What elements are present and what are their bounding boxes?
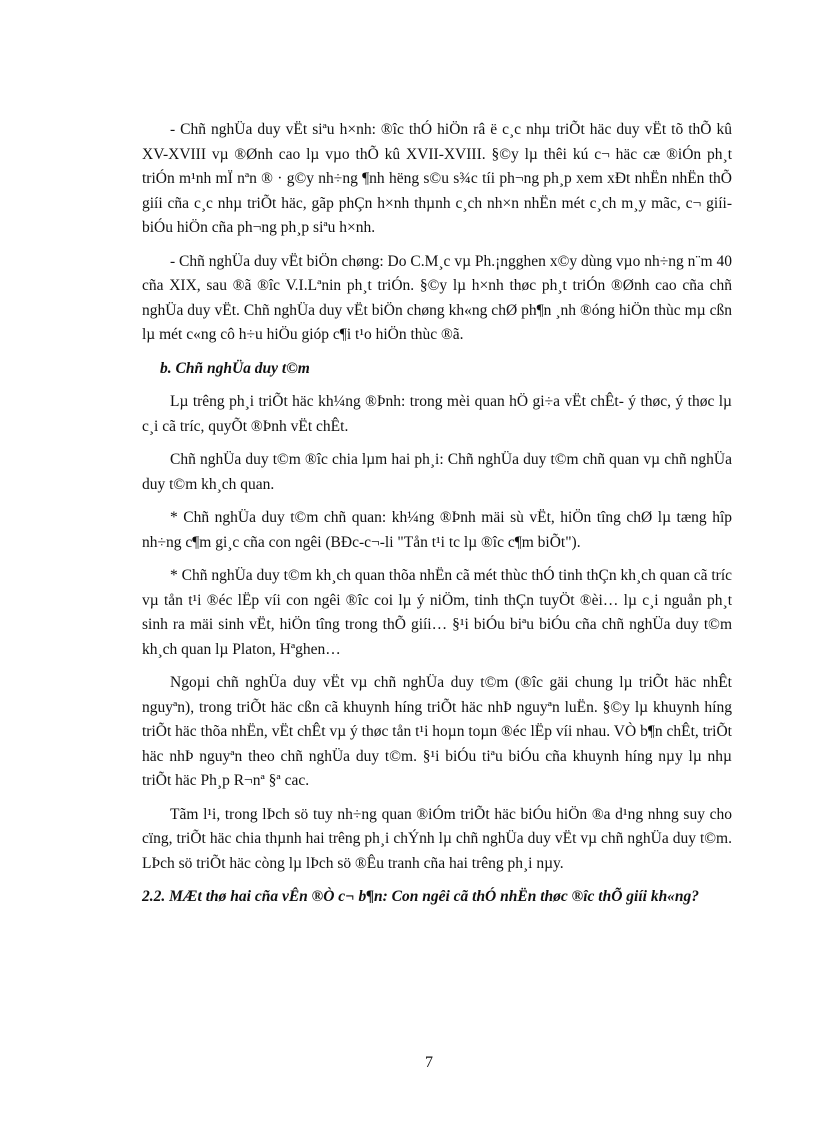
page-number: 7 bbox=[425, 1054, 433, 1071]
paragraph-subjective-idealism: * Chñ nghÜa duy t©m chñ quan: kh¼ng ®Þnh mäi sù vËt, hiÖn tîng chØ lµ tæng hîp nh÷ng c¶m gi¸c cña con ngêi (BÐc-c¬-li "Tån t¹i tc lµ ®îc c¶m biÕt"). bbox=[142, 509, 732, 551]
section-heading-second-aspect: 2.2. MÆt thø hai cña vÊn ®Ò c¬ b¶n: Con ngêi cã thÓ nhËn thøc ®îc thÕ giíi kh«ng? bbox=[142, 888, 700, 905]
paragraph-objective-idealism: * Chñ nghÜa duy t©m kh¸ch quan thõa nhËn cã mét thùc thÓ tinh thÇn kh¸ch quan cã tríc vµ tån t¹i ®éc lËp víi con ngêi ®îc coi lµ ý niÖm, tinh thÇn tuyÖt ®èi… lµ c¸i nguån ph¸t sinh ra mäi sinh vËt, hiÖn tîng trong thÕ giíi… §¹i biÓu biªu biÓu cña chñ nghÜa duy t©m kh¸ch quan lµ Platon, Hªghen… bbox=[142, 567, 732, 658]
paragraph-metaphysical-materialism: - Chñ nghÜa duy vËt siªu h×nh: ®îc thÓ hiÖn râ ë c¸c nhµ triÕt häc duy vËt tõ thÕ kû XV-XVIII vµ ®Ønh cao lµ vµo thÕ kû XVII-XVIII. §©y lµ thêi kú c¬ häc cæ ®iÓn ph¸t triÓn m¹nh mÏ nªn ® · g©y nh÷ng ¶nh hëng s©u s¾c tíi ph¬ng ph¸p xem xÐt nhËn nhËn thÕ giíi cña c¸c nhµ triÕt häc, gãp phÇn h×nh thµnh c¸ch nh×n nhËn mét c¸ch m¸y mãc, c¬ giíi- biÓu hiÖn cña ph¬ng ph¸p siªu h×nh. bbox=[142, 121, 732, 236]
paragraph-summary: Tãm l¹i, trong lÞch sö tuy nh÷ng quan ®iÓm triÕt häc biÓu hiÖn ®a d¹ng nhng suy cho cïng, triÕt häc chia thµnh hai trêng ph¸i chÝnh lµ chñ nghÜa duy vËt vµ chñ nghÜa duy t©m. LÞch sö triÕt häc còng lµ lÞch sö ®Êu tranh cña hai trêng ph¸i nµy. bbox=[142, 805, 732, 872]
document-body bbox=[142, 118, 732, 910]
paragraph-idealism-definition: Lµ trêng ph¸i triÕt häc kh¼ng ®Þnh: trong mèi quan hÖ gi÷a vËt chÊt- ý thøc, ý thøc lµ c¸i cã tríc, quyÕt ®Þnh vËt chÊt. bbox=[142, 393, 732, 435]
paragraph-dialectical-materialism: - Chñ nghÜa duy vËt biÖn chøng: Do C.M¸c vµ Ph.¡ngghen x©y dùng vµo nh÷ng n¨m 40 cña XIX, sau ®ã ®îc V.I.Lªnin ph¸t triÓn. §©y lµ h×nh thøc ph¸t triÓn ®Ønh cao cña chñ nghÜa duy vËt. Chñ nghÜa duy vËt biÖn chøng kh«ng chØ ph¶n ¸nh ®óng hiÖn thùc mµ cßn lµ mét c«ng cô h÷u hiÖu gióp c¶i t¹o hiÖn thùc ®ã. bbox=[142, 252, 732, 343]
paragraph-dualism: Ngoµi chñ nghÜa duy vËt vµ chñ nghÜa duy t©m (®îc gäi chung lµ triÕt häc nhÊt nguyªn), trong triÕt häc cßn cã khuynh híng triÕt häc nhÞ nguyªn luËn. §©y lµ khuynh híng triÕt häc thõa nhËn, vËt chÊt vµ ý thøc tån t¹i hoµn toµn ®éc lËp víi nhau. VÒ b¶n chÊt, triÕt häc nhÞ nguyªn theo chñ nghÜa duy t©m. §¹i biÓu tiªu biÓu cña khuynh híng nµy lµ nhµ triÕt häc Ph¸p R¬nª §ª cac. bbox=[142, 674, 732, 789]
paragraph-idealism-branches: Chñ nghÜa duy t©m ®îc chia lµm hai ph¸i: Chñ nghÜa duy t©m chñ quan vµ chñ nghÜa duy t©m kh¸ch quan. bbox=[142, 451, 732, 493]
section-heading-idealism: b. Chñ nghÜa duy t©m bbox=[160, 359, 310, 377]
